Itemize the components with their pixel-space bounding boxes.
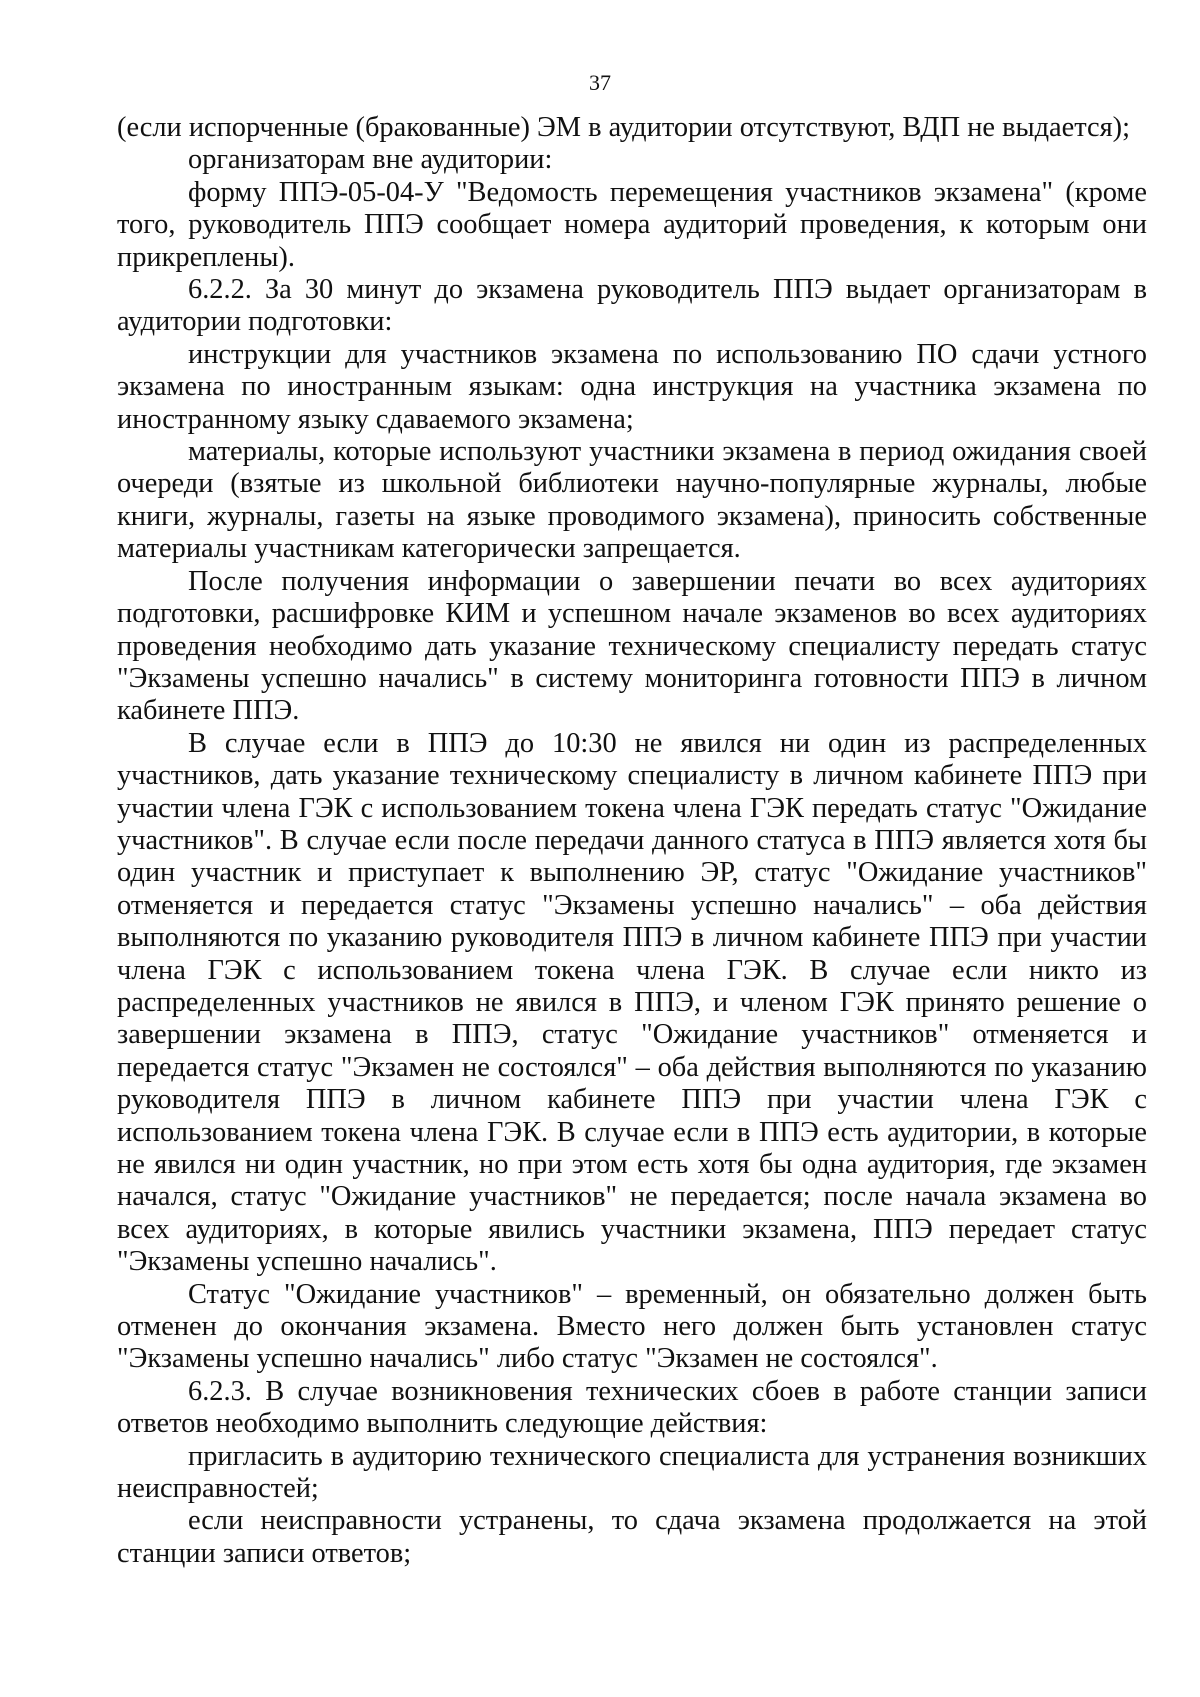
paragraph-invite-specialist: пригласить в аудиторию технического специалиста для устранения возникших неисправностей;: [117, 1440, 1147, 1505]
paragraph-continuation: (если испорченные (бракованные) ЭМ в аудитории отсутствуют, ВДП не выдается);: [117, 112, 1131, 143]
paragraph-after-printing: После получения информации о завершении печати во всех аудиториях подготовки, расшифровке КИМ и успешном начале экзаменов во всех аудиториях проведения необходимо дать указание техническому специалисту передать статус "Экзамены успешно начались" в систему мониторинга готовности ППЭ в личном кабинете ППЭ.: [117, 565, 1147, 727]
paragraph-6-2-2: 6.2.2. За 30 минут до экзамена руководитель ППЭ выдает организаторам в аудитории подготовки:: [117, 274, 1147, 338]
page-number: 37: [589, 70, 611, 95]
paragraph-materials: материалы, которые используют участники экзамена в период ожидания своей очереди (взятые из школьной библиотеки научно-популярные журналы, любые книги, журналы, газеты на языке проводимого экзамена), приносить собственные материалы участникам категорически запрещается.: [117, 436, 1147, 565]
paragraph-6-2-3: 6.2.3. В случае возникновения технических сбоев в работе станции записи ответов необходимо выполнить следующие действия:: [117, 1375, 1147, 1440]
paragraph-instructions: инструкции для участников экзамена по использованию ПО сдачи устного экзамена по иностранным языкам: одна инструкция на участника экзамена по иностранному языку сдаваемого экзамена;: [117, 338, 1147, 435]
paragraph-temporary-status: Статус "Ожидание участников" – временный, он обязательно должен быть отменен до окончания экзамена. Вместо него должен быть установлен статус "Экзамены успешно начались" либо статус "Экзамен не состоялся".: [117, 1278, 1147, 1375]
body-text: [117, 112, 1147, 1570]
paragraph-organizers-outside: организаторам вне аудитории:: [188, 144, 553, 176]
paragraph-faults-fixed: если неисправности устранены, то сдача экзамена продолжается на этой станции записи ответов;: [117, 1505, 1147, 1569]
paragraph-form-ppe-05-04: форму ППЭ-05-04-У "Ведомость перемещения участников экзамена" (кроме того, руководитель ППЭ сообщает номера аудиторий проведения, к которым они прикреплены).: [117, 176, 1147, 273]
paragraph-waiting-status: В случае если в ППЭ до 10:30 не явился ни один из распределенных участников, дать указание техническому специалисту в личном кабинете ППЭ при участии члена ГЭК с использованием токена члена ГЭК передать статус "Ожидание участников". В случае если после передачи данного статуса в ППЭ является хотя бы один участник и приступает к выполнению ЭР, статус "Ожидание участников" отменяется и передается статус "Экзамены успешно начались" – оба действия выполняются по указанию руководителя ППЭ в личном кабинете ППЭ при участии члена ГЭК с использованием токена члена ГЭК. В случае если никто из распределенных участников не явился в ППЭ, и членом ГЭК принято решение о завершении экзамена в ППЭ, статус "Ожидание участников" отменяется и передается статус "Экзамен не состоялся" – оба действия выполняются по указанию руководителя ППЭ в личном кабинете ППЭ при участии члена ГЭК с использованием токена члена ГЭК. В случае если в ППЭ есть аудитории, в которые не явился ни один участник, но при этом есть хотя бы одна аудитория, где экзамен начался, статус "Ожидание участников" не передается; после начала экзамена во всех аудиториях, в которые явились участники экзамена, ППЭ передает статус "Экзамены успешно начались".: [117, 727, 1147, 1278]
